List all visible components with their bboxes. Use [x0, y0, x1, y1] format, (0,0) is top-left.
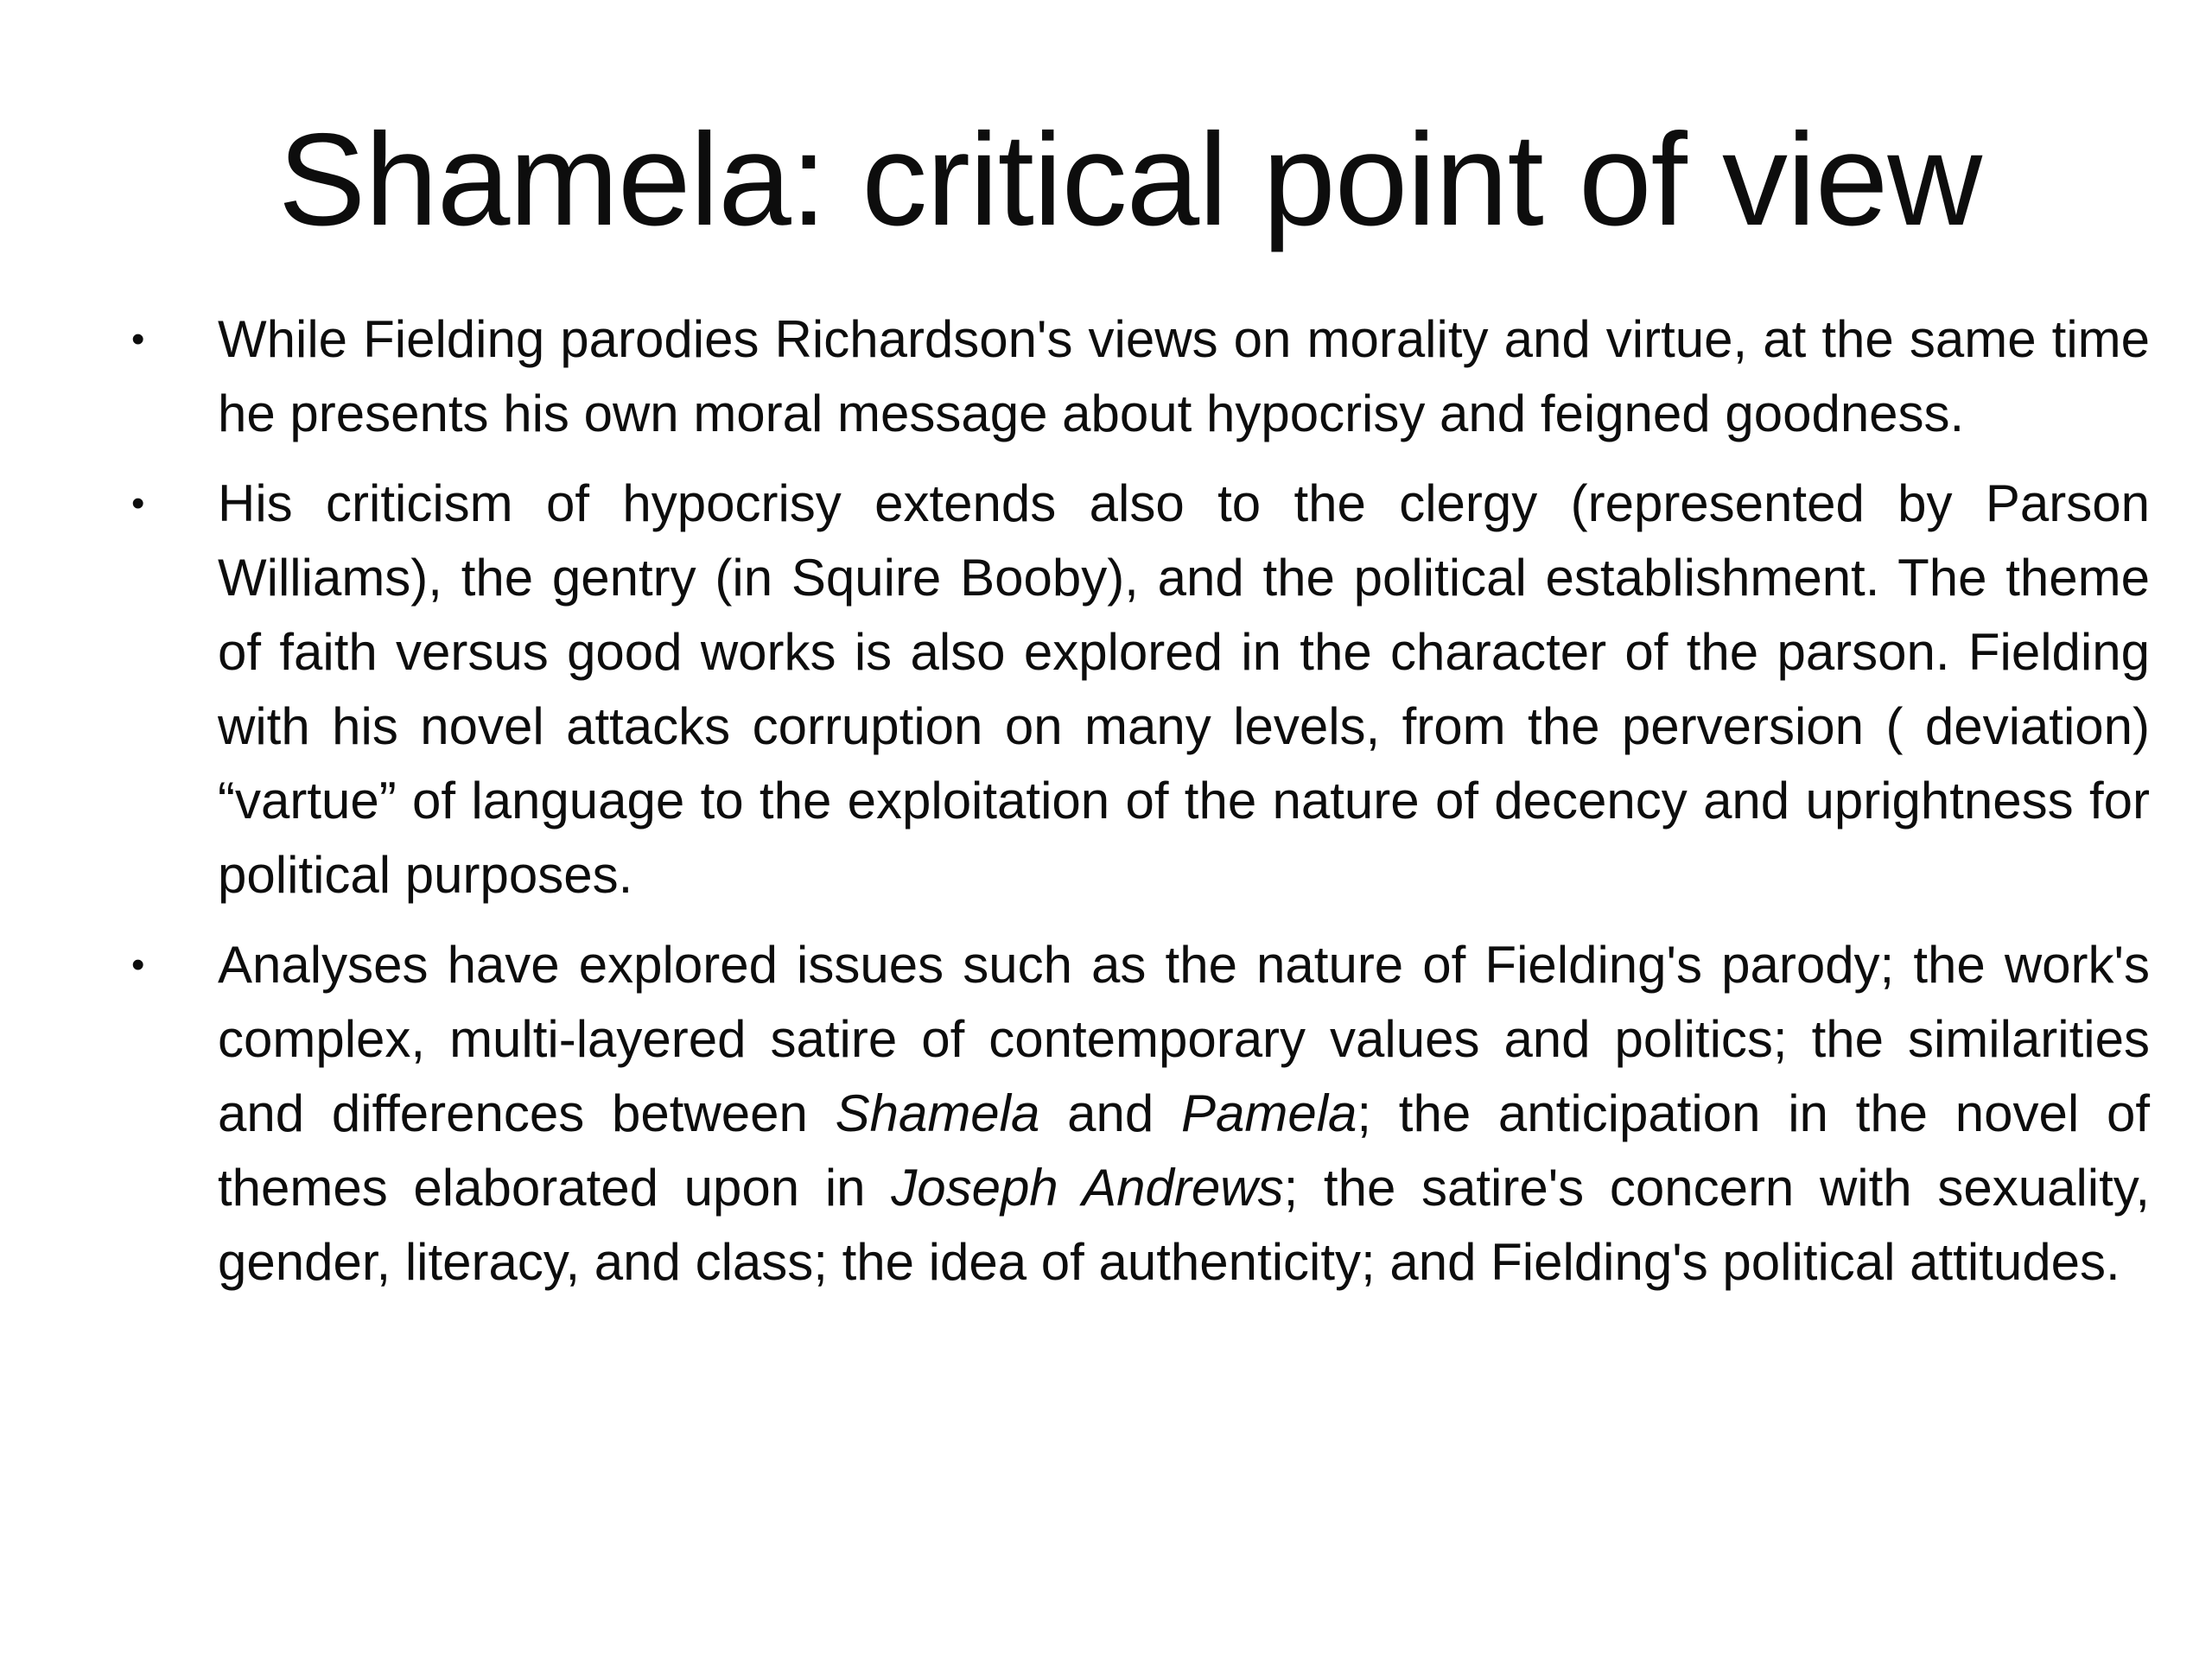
slide-title: Shamela: critical point of view [277, 106, 1982, 253]
bullet-icon: • [131, 944, 145, 986]
bullet-text-segment: ; the satire's concern with sexuality, gender, literacy, and class; the idea of authenticity; and Fielding's political attitudes. [218, 1159, 2151, 1291]
bullet-text-segment: and [1039, 1084, 1181, 1142]
bullet-text: His criticism of hypocrisy extends also to the clergy (represented by Parson Williams), the gentry (in Squire Booby), and the political establishment. The theme of faith versus good works is also explored in the character of the parson. Fielding with his novel attacks corruption on many levels, from the perversion ( deviation) “vartue” of language to the exploitation of the nature of decency and uprightness for political purposes. [218, 474, 2150, 904]
book-title-joseph-andrews: Joseph Andrews [891, 1159, 1284, 1217]
bullet-icon: • [131, 482, 145, 524]
bullet-text-segment: ; the anticipation in the novel of themes elaborated upon in [218, 1084, 2150, 1217]
bullet-text-segment: Analyses have explored issues such as the nature of Fielding's parody; the work's complex, multi-layered satire of contemporary values and politics; the similarities and differences between [218, 936, 2150, 1142]
book-title-shamela: Shamela [835, 1084, 1040, 1142]
bullet-item [128, 467, 2150, 912]
bullet-item [128, 302, 2150, 451]
bullet-text: While Fielding parodies Richardson's views on morality and virtue, at the same time he presents his own moral message about hypocrisy and feigned goodness. [218, 310, 2150, 442]
bullet-item [128, 928, 2150, 1300]
book-title-pamela: Pamela [1180, 1084, 1357, 1142]
bullet-icon: • [131, 318, 145, 360]
bullet-list [128, 302, 2150, 1315]
